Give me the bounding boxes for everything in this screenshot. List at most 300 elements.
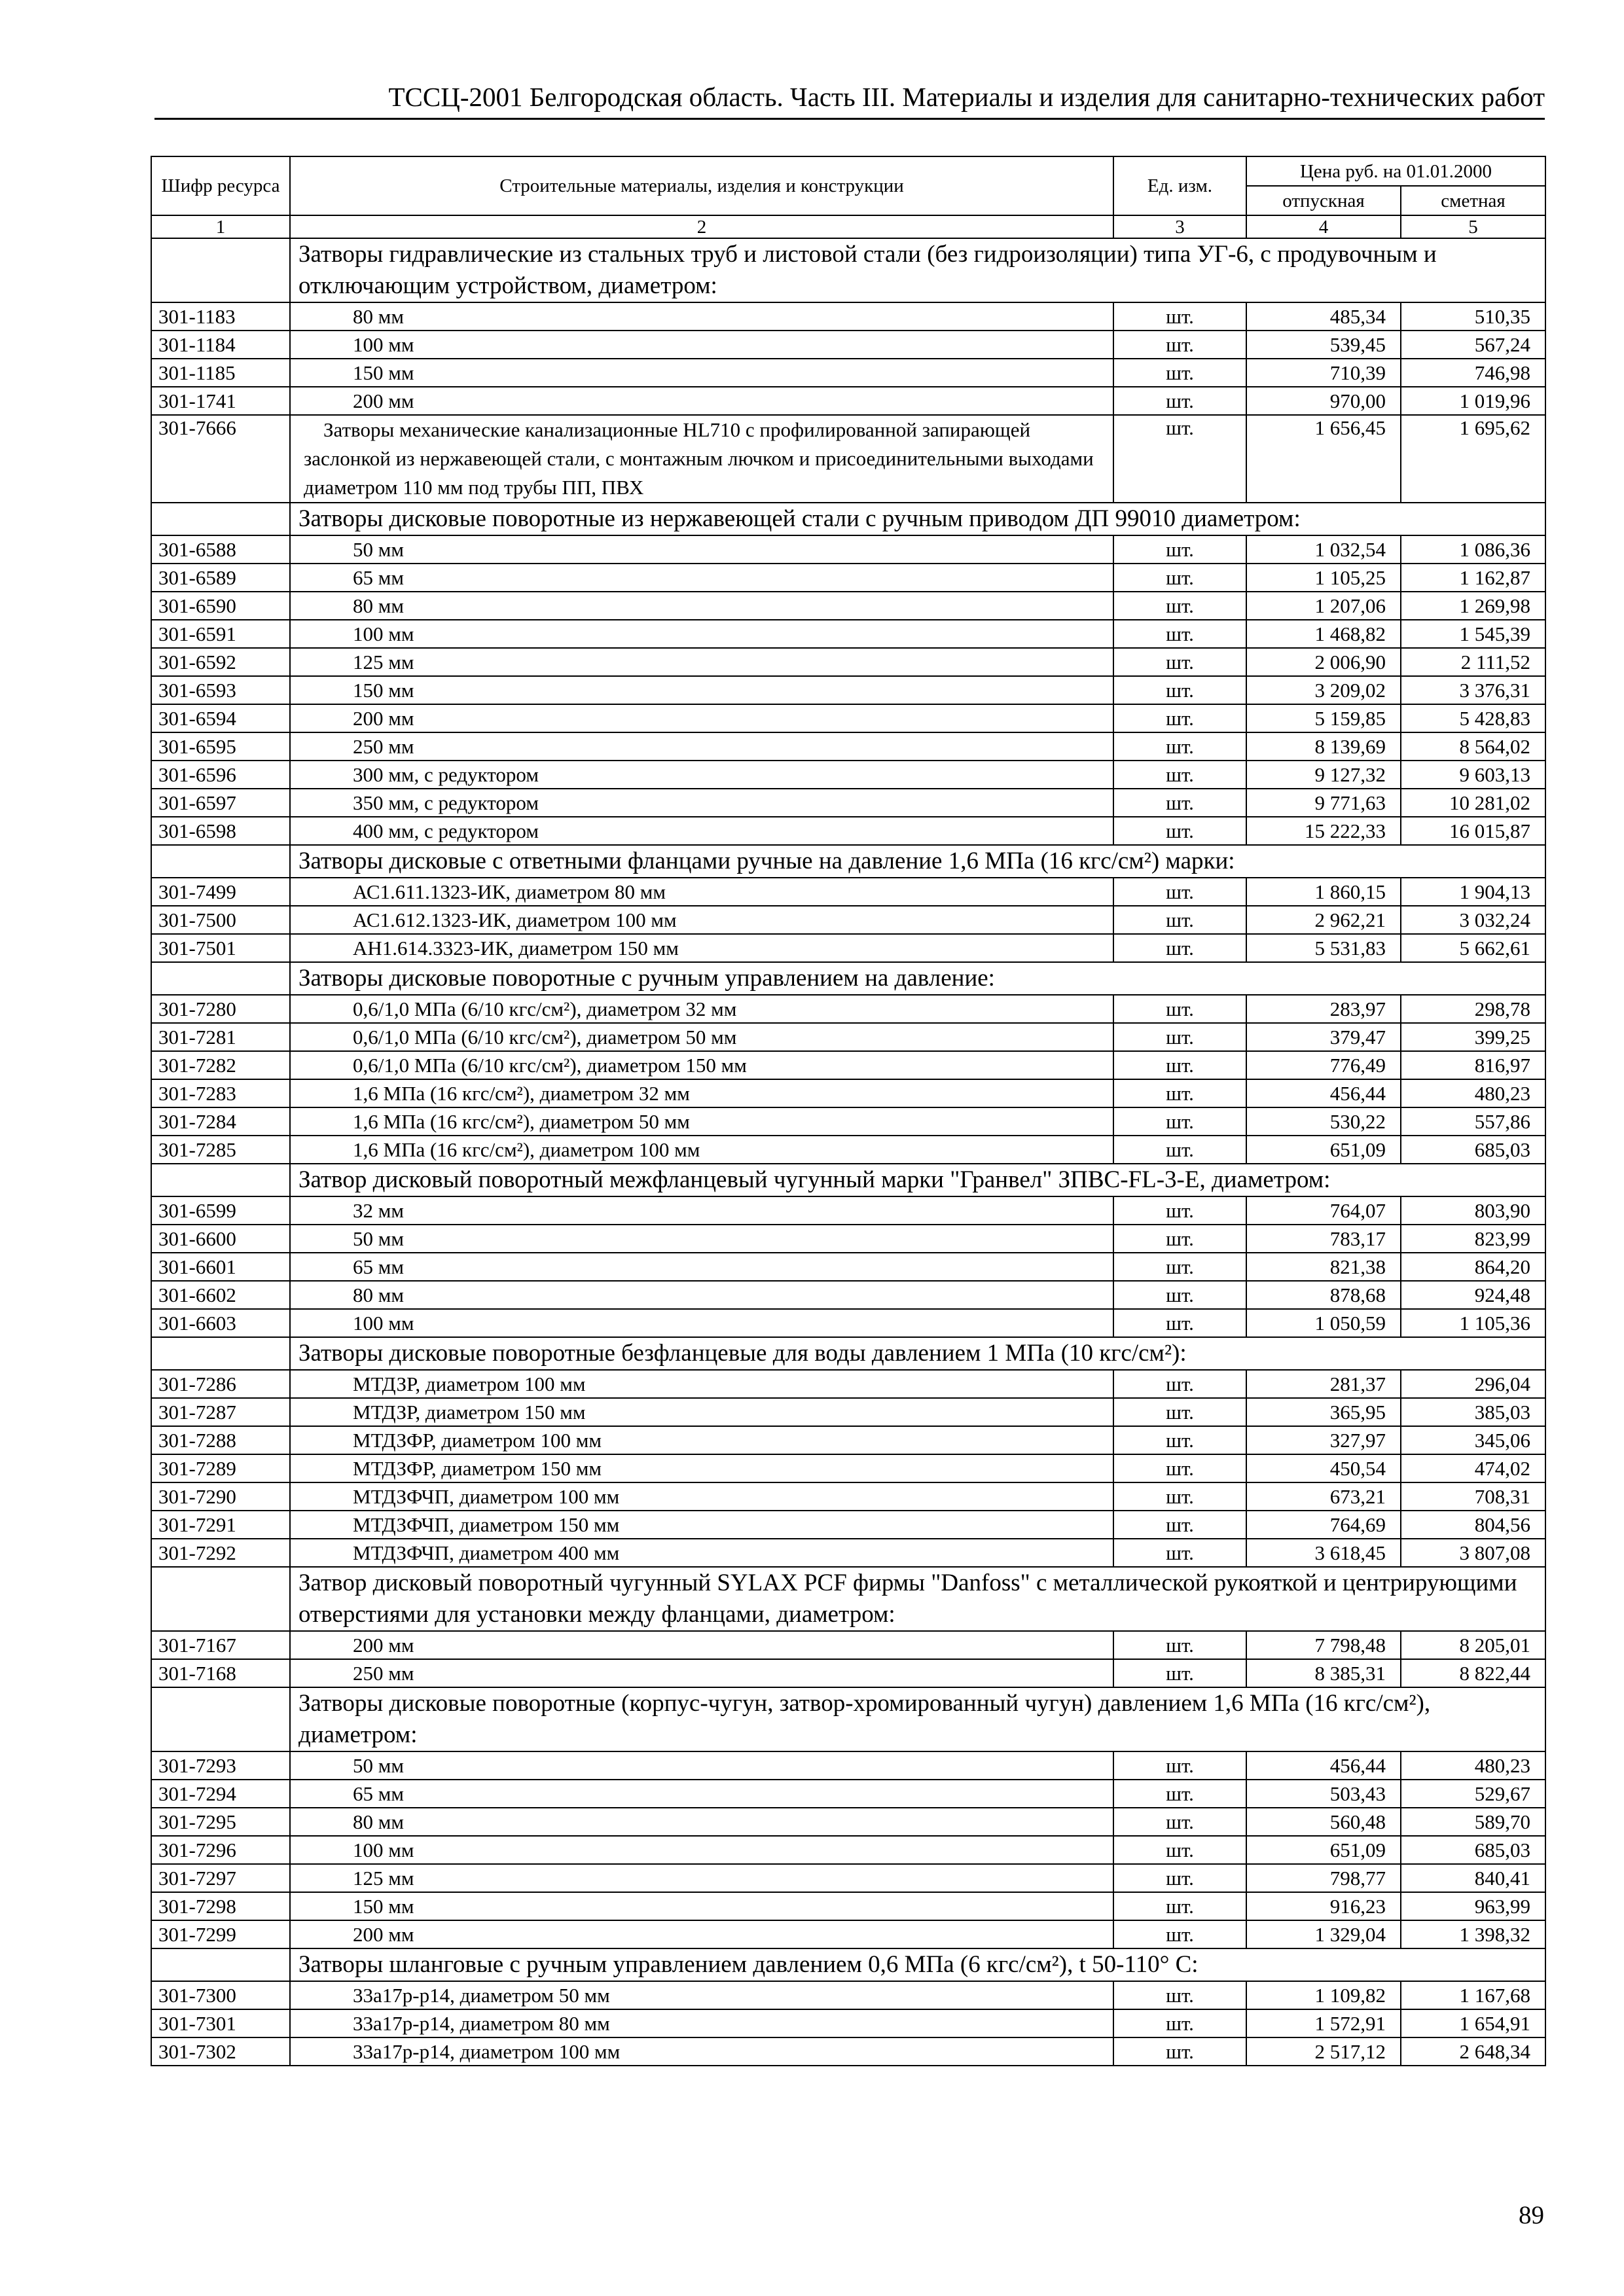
section-code-cell <box>151 1337 290 1370</box>
section-title: Затворы дисковые поворотные с ручным управлением на давление: <box>290 962 1545 995</box>
resource-code: 301-7666 <box>151 415 290 503</box>
release-price: 1 860,15 <box>1246 878 1401 906</box>
resource-code: 301-7289 <box>151 1454 290 1482</box>
release-price: 673,21 <box>1246 1482 1401 1511</box>
item-name: 250 мм <box>290 1659 1113 1687</box>
price-table <box>151 156 1546 2066</box>
release-price: 365,95 <box>1246 1398 1401 1426</box>
item-name: 33а17р-р14, диаметром 50 мм <box>290 1981 1113 2009</box>
header-release: отпускная <box>1246 186 1401 215</box>
table-row <box>151 1426 1545 1454</box>
table-row <box>151 1631 1545 1659</box>
estimate-price: 16 015,87 <box>1401 817 1545 845</box>
table-row <box>151 1079 1545 1107</box>
unit: шт. <box>1113 1253 1246 1281</box>
section-code-cell <box>151 1687 290 1751</box>
header-num-2: 2 <box>290 215 1113 238</box>
estimate-price: 385,03 <box>1401 1398 1545 1426</box>
resource-code: 301-7287 <box>151 1398 290 1426</box>
item-name: 100 мм <box>290 1836 1113 1864</box>
unit: шт. <box>1113 302 1246 331</box>
estimate-price: 510,35 <box>1401 302 1545 331</box>
estimate-price: 480,23 <box>1401 1079 1545 1107</box>
estimate-price: 3 032,24 <box>1401 906 1545 934</box>
unit: шт. <box>1113 906 1246 934</box>
table-row <box>151 1196 1545 1225</box>
resource-code: 301-7168 <box>151 1659 290 1687</box>
release-price: 450,54 <box>1246 1454 1401 1482</box>
section-title: Затворы гидравлические из стальных труб и листовой стали (без гидроизоляции) типа УГ-6, с продувочным и отключающим устройством, диаметром: <box>290 238 1545 302</box>
item-name: 150 мм <box>290 1892 1113 1920</box>
release-price: 8 385,31 <box>1246 1659 1401 1687</box>
table-row <box>151 1808 1545 1836</box>
item-name: 65 мм <box>290 1253 1113 1281</box>
table-row <box>151 331 1545 359</box>
release-price: 1 656,45 <box>1246 415 1401 503</box>
item-name: 1,6 МПа (16 кгс/см²), диаметром 100 мм <box>290 1136 1113 1164</box>
unit: шт. <box>1113 1051 1246 1079</box>
item-name: МТДЗФЧП, диаметром 150 мм <box>290 1511 1113 1539</box>
item-name: МТДЗР, диаметром 150 мм <box>290 1398 1113 1426</box>
release-price: 1 050,59 <box>1246 1309 1401 1337</box>
table-row <box>151 1023 1545 1051</box>
table-row <box>151 1659 1545 1687</box>
estimate-price: 840,41 <box>1401 1864 1545 1892</box>
item-name: 50 мм <box>290 535 1113 564</box>
table-row <box>151 1864 1545 1892</box>
table-row <box>151 1539 1545 1567</box>
release-price: 2 517,12 <box>1246 2037 1401 2066</box>
item-name: 200 мм <box>290 704 1113 732</box>
item-name: 33а17р-р14, диаметром 100 мм <box>290 2037 1113 2066</box>
item-name: 80 мм <box>290 1808 1113 1836</box>
unit: шт. <box>1113 1398 1246 1426</box>
estimate-price: 8 822,44 <box>1401 1659 1545 1687</box>
item-name: АС1.611.1323-ИК, диаметром 80 мм <box>290 878 1113 906</box>
item-name: МТДЗФЧП, диаметром 100 мм <box>290 1482 1113 1511</box>
release-price: 878,68 <box>1246 1281 1401 1309</box>
section-row <box>151 845 1545 878</box>
resource-code: 301-6590 <box>151 592 290 620</box>
section-title: Затворы дисковые поворотные из нержавеющей стали с ручным приводом ДП 99010 диаметром: <box>290 503 1545 535</box>
resource-code: 301-7284 <box>151 1107 290 1136</box>
release-price: 1 207,06 <box>1246 592 1401 620</box>
section-row <box>151 1164 1545 1196</box>
estimate-price: 1 545,39 <box>1401 620 1545 648</box>
release-price: 456,44 <box>1246 1079 1401 1107</box>
unit: шт. <box>1113 1892 1246 1920</box>
resource-code: 301-7283 <box>151 1079 290 1107</box>
header-unit: Ед. изм. <box>1113 156 1246 215</box>
resource-code: 301-7288 <box>151 1426 290 1454</box>
unit: шт. <box>1113 1981 1246 2009</box>
estimate-price: 9 603,13 <box>1401 761 1545 789</box>
unit: шт. <box>1113 1539 1246 1567</box>
unit: шт. <box>1113 648 1246 676</box>
resource-code: 301-7299 <box>151 1920 290 1948</box>
release-price: 2 962,21 <box>1246 906 1401 934</box>
release-price: 15 222,33 <box>1246 817 1401 845</box>
item-name: 125 мм <box>290 648 1113 676</box>
estimate-price: 2 111,52 <box>1401 648 1545 676</box>
table-row <box>151 359 1545 387</box>
release-price: 8 139,69 <box>1246 732 1401 761</box>
unit: шт. <box>1113 761 1246 789</box>
table-row <box>151 676 1545 704</box>
unit: шт. <box>1113 1079 1246 1107</box>
resource-code: 301-6593 <box>151 676 290 704</box>
release-price: 3 618,45 <box>1246 1539 1401 1567</box>
table-row <box>151 1892 1545 1920</box>
table-row <box>151 1309 1545 1337</box>
table-body <box>151 238 1545 2066</box>
estimate-price: 823,99 <box>1401 1225 1545 1253</box>
release-price: 327,97 <box>1246 1426 1401 1454</box>
section-code-cell <box>151 1567 290 1631</box>
item-name: 100 мм <box>290 1309 1113 1337</box>
table-row <box>151 1398 1545 1426</box>
release-price: 1 105,25 <box>1246 564 1401 592</box>
estimate-price: 10 281,02 <box>1401 789 1545 817</box>
estimate-price: 963,99 <box>1401 1892 1545 1920</box>
item-name: 350 мм, с редуктором <box>290 789 1113 817</box>
resource-code: 301-7291 <box>151 1511 290 1539</box>
estimate-price: 2 648,34 <box>1401 2037 1545 2066</box>
section-title: Затворы шланговые с ручным управлением давлением 0,6 МПа (6 кгс/см²), t 50-110° С: <box>290 1948 1545 1981</box>
resource-code: 301-7298 <box>151 1892 290 1920</box>
section-title: Затворы дисковые поворотные (корпус-чугун, затвор-хромированный чугун) давлением 1,6 МПа (16 кгс/см²), диаметром: <box>290 1687 1545 1751</box>
table-row <box>151 535 1545 564</box>
table-row <box>151 1136 1545 1164</box>
unit: шт. <box>1113 1808 1246 1836</box>
estimate-price: 708,31 <box>1401 1482 1545 1511</box>
table-row <box>151 1225 1545 1253</box>
estimate-price: 296,04 <box>1401 1370 1545 1398</box>
resource-code: 301-7300 <box>151 1981 290 2009</box>
estimate-price: 567,24 <box>1401 331 1545 359</box>
unit: шт. <box>1113 1631 1246 1659</box>
estimate-price: 5 662,61 <box>1401 934 1545 962</box>
item-name: 1,6 МПа (16 кгс/см²), диаметром 50 мм <box>290 1107 1113 1136</box>
resource-code: 301-7286 <box>151 1370 290 1398</box>
item-name: АС1.612.1323-ИК, диаметром 100 мм <box>290 906 1113 934</box>
item-name: 33а17р-р14, диаметром 80 мм <box>290 2009 1113 2037</box>
release-price: 2 006,90 <box>1246 648 1401 676</box>
estimate-price: 924,48 <box>1401 1281 1545 1309</box>
release-price: 783,17 <box>1246 1225 1401 1253</box>
unit: шт. <box>1113 1751 1246 1780</box>
item-name: 0,6/1,0 МПа (6/10 кгс/см²), диаметром 32 мм <box>290 995 1113 1023</box>
release-price: 281,37 <box>1246 1370 1401 1398</box>
item-name: 1,6 МПа (16 кгс/см²), диаметром 32 мм <box>290 1079 1113 1107</box>
section-row <box>151 1948 1545 1981</box>
table-row <box>151 995 1545 1023</box>
table-row <box>151 817 1545 845</box>
resource-code: 301-6588 <box>151 535 290 564</box>
unit: шт. <box>1113 1426 1246 1454</box>
item-name: АН1.614.3323-ИК, диаметром 150 мм <box>290 934 1113 962</box>
resource-code: 301-6596 <box>151 761 290 789</box>
release-price: 710,39 <box>1246 359 1401 387</box>
resource-code: 301-7280 <box>151 995 290 1023</box>
unit: шт. <box>1113 2009 1246 2037</box>
estimate-price: 298,78 <box>1401 995 1545 1023</box>
unit: шт. <box>1113 535 1246 564</box>
table-row <box>151 704 1545 732</box>
table-row <box>151 2009 1545 2037</box>
unit: шт. <box>1113 2037 1246 2066</box>
unit: шт. <box>1113 1836 1246 1864</box>
resource-code: 301-7293 <box>151 1751 290 1780</box>
unit: шт. <box>1113 1196 1246 1225</box>
unit: шт. <box>1113 704 1246 732</box>
resource-code: 301-7285 <box>151 1136 290 1164</box>
unit: шт. <box>1113 1659 1246 1687</box>
item-name: 200 мм <box>290 1631 1113 1659</box>
resource-code: 301-7500 <box>151 906 290 934</box>
unit: шт. <box>1113 1864 1246 1892</box>
resource-code: 301-7297 <box>151 1864 290 1892</box>
resource-code: 301-1183 <box>151 302 290 331</box>
release-price: 530,22 <box>1246 1107 1401 1136</box>
release-price: 283,97 <box>1246 995 1401 1023</box>
unit: шт. <box>1113 878 1246 906</box>
estimate-price: 685,03 <box>1401 1136 1545 1164</box>
unit: шт. <box>1113 331 1246 359</box>
estimate-price: 3 807,08 <box>1401 1539 1545 1567</box>
release-price: 539,45 <box>1246 331 1401 359</box>
table-row <box>151 1981 1545 2009</box>
resource-code: 301-7294 <box>151 1780 290 1808</box>
unit: шт. <box>1113 387 1246 415</box>
item-name: 150 мм <box>290 676 1113 704</box>
resource-code: 301-6597 <box>151 789 290 817</box>
item-name: 200 мм <box>290 1920 1113 1948</box>
unit: шт. <box>1113 1370 1246 1398</box>
resource-code: 301-7292 <box>151 1539 290 1567</box>
section-row <box>151 1687 1545 1751</box>
resource-code: 301-7282 <box>151 1051 290 1079</box>
table-row <box>151 1281 1545 1309</box>
resource-code: 301-7501 <box>151 934 290 962</box>
resource-code: 301-6599 <box>151 1196 290 1225</box>
table-row <box>151 732 1545 761</box>
estimate-price: 5 428,83 <box>1401 704 1545 732</box>
release-price: 970,00 <box>1246 387 1401 415</box>
section-code-cell <box>151 1164 290 1196</box>
estimate-price: 345,06 <box>1401 1426 1545 1454</box>
estimate-price: 1 398,32 <box>1401 1920 1545 1948</box>
unit: шт. <box>1113 732 1246 761</box>
estimate-price: 1 105,36 <box>1401 1309 1545 1337</box>
resource-code: 301-6598 <box>151 817 290 845</box>
release-price: 9 127,32 <box>1246 761 1401 789</box>
estimate-price: 399,25 <box>1401 1023 1545 1051</box>
header-num-5: 5 <box>1401 215 1545 238</box>
release-price: 3 209,02 <box>1246 676 1401 704</box>
section-code-cell <box>151 845 290 878</box>
item-name: 200 мм <box>290 387 1113 415</box>
item-name: Затворы механические канализационные HL710 с профилированной запирающей заслонкой из нержавеющей стали, с монтажным лючком и присоединительными выходами диаметром 110 мм под трубы ПП, ПВХ <box>304 418 1094 499</box>
table-row <box>151 878 1545 906</box>
estimate-price: 1 695,62 <box>1401 415 1545 503</box>
release-price: 776,49 <box>1246 1051 1401 1079</box>
item-name: 80 мм <box>290 1281 1113 1309</box>
section-row <box>151 503 1545 535</box>
table-row <box>151 415 1545 503</box>
table-header <box>151 156 1545 238</box>
resource-code: 301-6603 <box>151 1309 290 1337</box>
table-row <box>151 1920 1545 1948</box>
unit: шт. <box>1113 592 1246 620</box>
resource-code: 301-1184 <box>151 331 290 359</box>
resource-code: 301-7302 <box>151 2037 290 2066</box>
page-header: ТССЦ-2001 Белгородская область. Часть III. Материалы и изделия для санитарно-технических работ <box>388 82 1545 112</box>
table-row <box>151 592 1545 620</box>
resource-code: 301-1741 <box>151 387 290 415</box>
unit: шт. <box>1113 1309 1246 1337</box>
estimate-price: 8 564,02 <box>1401 732 1545 761</box>
section-row <box>151 962 1545 995</box>
release-price: 1 468,82 <box>1246 620 1401 648</box>
section-code-cell <box>151 238 290 302</box>
estimate-price: 557,86 <box>1401 1107 1545 1136</box>
section-title: Затворы дисковые поворотные безфланцевые для воды давлением 1 МПа (10 кгс/см²): <box>290 1337 1545 1370</box>
table-row <box>151 1370 1545 1398</box>
release-price: 503,43 <box>1246 1780 1401 1808</box>
resource-code: 301-6600 <box>151 1225 290 1253</box>
item-name: МТДЗФЧП, диаметром 400 мм <box>290 1539 1113 1567</box>
item-name: 80 мм <box>290 302 1113 331</box>
table-row <box>151 934 1545 962</box>
section-title: Затворы дисковые с ответными фланцами ручные на давление 1,6 МПа (16 кгс/см²) марки: <box>290 845 1545 878</box>
release-price: 379,47 <box>1246 1023 1401 1051</box>
resource-code: 301-6594 <box>151 704 290 732</box>
table-row <box>151 1107 1545 1136</box>
release-price: 764,69 <box>1246 1511 1401 1539</box>
section-row <box>151 1337 1545 1370</box>
section-code-cell <box>151 503 290 535</box>
table-row <box>151 620 1545 648</box>
unit: шт. <box>1113 620 1246 648</box>
estimate-price: 1 086,36 <box>1401 535 1545 564</box>
release-price: 764,07 <box>1246 1196 1401 1225</box>
estimate-price: 746,98 <box>1401 359 1545 387</box>
release-price: 651,09 <box>1246 1836 1401 1864</box>
release-price: 798,77 <box>1246 1864 1401 1892</box>
resource-code: 301-7167 <box>151 1631 290 1659</box>
table-row <box>151 1454 1545 1482</box>
release-price: 916,23 <box>1246 1892 1401 1920</box>
item-name: 50 мм <box>290 1225 1113 1253</box>
page-number: 89 <box>1519 2201 1544 2229</box>
unit: шт. <box>1113 934 1246 962</box>
estimate-price: 3 376,31 <box>1401 676 1545 704</box>
estimate-price: 529,67 <box>1401 1780 1545 1808</box>
table-row <box>151 1051 1545 1079</box>
release-price: 1 032,54 <box>1246 535 1401 564</box>
table-row <box>151 302 1545 331</box>
table-row <box>151 1482 1545 1511</box>
item-name: 300 мм, с редуктором <box>290 761 1113 789</box>
unit: шт. <box>1113 415 1246 503</box>
estimate-price: 1 167,68 <box>1401 1981 1545 2009</box>
estimate-price: 803,90 <box>1401 1196 1545 1225</box>
estimate-price: 8 205,01 <box>1401 1631 1545 1659</box>
table-row <box>151 1511 1545 1539</box>
resource-code: 301-6601 <box>151 1253 290 1281</box>
unit: шт. <box>1113 817 1246 845</box>
table-row <box>151 789 1545 817</box>
resource-code: 301-6591 <box>151 620 290 648</box>
resource-code: 301-6602 <box>151 1281 290 1309</box>
unit: шт. <box>1113 1107 1246 1136</box>
release-price: 821,38 <box>1246 1253 1401 1281</box>
resource-code: 301-6589 <box>151 564 290 592</box>
table-row <box>151 564 1545 592</box>
release-price: 5 159,85 <box>1246 704 1401 732</box>
release-price: 651,09 <box>1246 1136 1401 1164</box>
section-title: Затвор дисковый поворотный чугунный SYLAX PCF фирмы "Danfoss" с металлической рукояткой и центрирующими отверстиями для установки между фланцами, диаметром: <box>290 1567 1545 1631</box>
item-name-cell <box>290 415 1113 503</box>
item-name: 65 мм <box>290 1780 1113 1808</box>
item-name: 400 мм, с редуктором <box>290 817 1113 845</box>
estimate-price: 1 654,91 <box>1401 2009 1545 2037</box>
release-price: 7 798,48 <box>1246 1631 1401 1659</box>
resource-code: 301-7295 <box>151 1808 290 1836</box>
unit: шт. <box>1113 1023 1246 1051</box>
release-price: 1 572,91 <box>1246 2009 1401 2037</box>
header-price: Цена руб. на 01.01.2000 <box>1246 156 1545 186</box>
unit: шт. <box>1113 1281 1246 1309</box>
table-row <box>151 648 1545 676</box>
unit: шт. <box>1113 676 1246 704</box>
estimate-price: 804,56 <box>1401 1511 1545 1539</box>
unit: шт. <box>1113 1920 1246 1948</box>
unit: шт. <box>1113 1482 1246 1511</box>
table-row <box>151 1751 1545 1780</box>
table-row <box>151 761 1545 789</box>
item-name: 125 мм <box>290 1864 1113 1892</box>
header-num-1: 1 <box>151 215 290 238</box>
release-price: 560,48 <box>1246 1808 1401 1836</box>
release-price: 1 329,04 <box>1246 1920 1401 1948</box>
table-row <box>151 1780 1545 1808</box>
estimate-price: 480,23 <box>1401 1751 1545 1780</box>
unit: шт. <box>1113 359 1246 387</box>
unit: шт. <box>1113 1780 1246 1808</box>
header-name: Строительные материалы, изделия и конструкции <box>290 156 1113 215</box>
release-price: 456,44 <box>1246 1751 1401 1780</box>
resource-code: 301-7296 <box>151 1836 290 1864</box>
item-name: 65 мм <box>290 564 1113 592</box>
item-name: 0,6/1,0 МПа (6/10 кгс/см²), диаметром 150 мм <box>290 1051 1113 1079</box>
header-rule <box>154 118 1545 120</box>
item-name: 80 мм <box>290 592 1113 620</box>
item-name: 32 мм <box>290 1196 1113 1225</box>
table-row <box>151 1836 1545 1864</box>
header-num-4: 4 <box>1246 215 1401 238</box>
section-title: Затвор дисковый поворотный межфланцевый чугунный марки "Гранвел" ЗПВС-FL-3-E, диаметром: <box>290 1164 1545 1196</box>
table-row <box>151 387 1545 415</box>
unit: шт. <box>1113 789 1246 817</box>
release-price: 1 109,82 <box>1246 1981 1401 2009</box>
estimate-price: 589,70 <box>1401 1808 1545 1836</box>
item-name: 50 мм <box>290 1751 1113 1780</box>
estimate-price: 1 162,87 <box>1401 564 1545 592</box>
section-row <box>151 238 1545 302</box>
item-name: 100 мм <box>290 331 1113 359</box>
